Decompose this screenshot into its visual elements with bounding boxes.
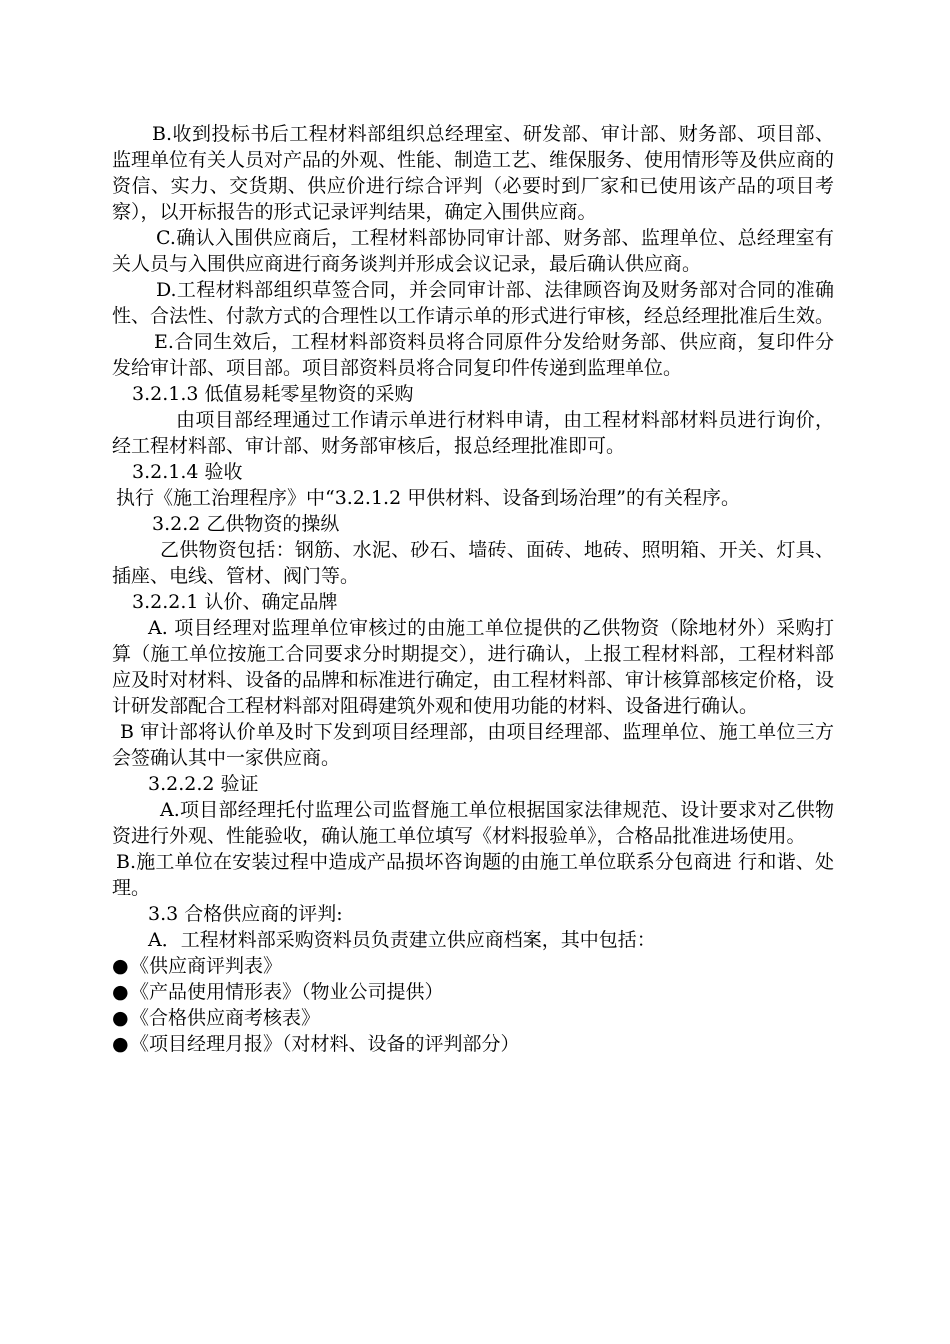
document-page [112,121,834,1057]
paragraph-low-value-purchase: 由项目部经理通过工作请示单进行材料申请，由工程材料部材料员进行询价，经工程材料部、审计部、财务部审核后，报总经理批准即可。 [112,409,834,457]
paragraph-b-supplied-materials: 乙供物资包括：钢筋、水泥、砂石、墙砖、面砖、地砖、照明箱、开关、灯具、插座、电线、管材、阀门等。 [112,539,834,587]
paragraph-a-supplier-archive: A．工程材料部采购资料员负责建立供应商档案，其中包括： [148,929,656,951]
heading-3-2-1-4: 3.2.1.4 验收 [132,461,243,483]
paragraph-d-draft-contract: D.工程材料部组织草签合同，并会同审计部、法律顾咨询及财务部对合同的准确性、合法性、付款方式的合理性以工作请示单的形式进行审核，经总经理批准后生效。 [112,279,835,327]
heading-3-2-2-1: 3.2.2.1 认价、确定品牌 [132,591,338,613]
bullet-text: 《合格供应商考核表》 [130,1007,321,1029]
heading-3-2-2: 3.2.2 乙供物资的操纵 [152,513,340,535]
paragraph-b-damage-handling: B.施工单位在安装过程中造成产品损坏咨询题的由施工单位联系分包商进 行和谐、处理。 [112,851,834,899]
paragraph-a-price-brand: A. 项目经理对监理单位审核过的由施工单位提供的乙供物资（除地材外）采购打算（施工单位按施工合同要求分时期提交），进行确认，上报工程材料部，工程材料部应及时对材料、设备的品牌和标准进行确定，由工程材料部、审计核算部核定价格，设计研发部配合工程材料部对阻碍建筑外观和使用功能的材料、设备进行确认。 [112,617,835,717]
bullet-item [112,953,834,979]
heading-3-2-2-2: 3.2.2.2 验证 [148,773,259,795]
bullet-dot-icon: ● [112,981,129,1003]
bullet-item [112,979,834,1005]
bullet-dot-icon: ● [112,1007,129,1029]
heading-3-3: 3.3 合格供应商的评判: [148,903,343,925]
bullet-dot-icon: ● [112,1033,129,1055]
paragraph-e-contract-effective: E.合同生效后，工程材料部资料员将合同原件分发给财务部、供应商，复印件分发给审计部、项目部。项目部资料员将合同复印件传递到监理单位。 [112,331,834,379]
bullet-item [112,1031,834,1057]
bullet-dot-icon: ● [112,955,129,977]
bullet-text: 《项目经理月报》（对材料、设备的评判部分） [130,1033,520,1055]
paragraph-b-audit-price: B 审计部将认价单及时下发到项目经理部，由项目经理部、监理单位、施工单位三方会签确认其中一家供应商。 [112,721,834,769]
bullet-text: 《产品使用情形表》（物业公司提供） [130,981,444,1003]
paragraph-a-verification: A.项目部经理托付监理公司监督施工单位根据国家法律规范、设计要求对乙供物资进行外观、性能验收，确认施工单位填写《材料报验单》，合格品批准进场使用。 [112,799,834,847]
paragraph-c-confirm-supplier: C.确认入围供应商后，工程材料部协同审计部、财务部、监理单位、总经理室有关人员与入围供应商进行商务谈判并形成会议记录，最后确认供应商。 [112,227,834,275]
heading-3-2-1-3: 3.2.1.3 低值易耗零星物资的采购 [132,383,414,405]
bullet-item [112,1005,834,1031]
paragraph-acceptance: 执行《施工治理程序》中“3.2.1.2 甲供材料、设备到场治理”的有关程序。 [116,487,740,509]
bullet-text: 《供应商评判表》 [130,955,283,977]
paragraph-b-bid-evaluation: B.收到投标书后工程材料部组织总经理室、研发部、审计部、财务部、项目部、监理单位有关人员对产品的外观、性能、制造工艺、维保服务、使用情形等及供应商的资信、实力、交货期、供应价进行综合评判（必要时到厂家和已使用该产品的项目考察），以开标报告的形式记录评判结果，确定入围供应商。 [112,123,835,223]
